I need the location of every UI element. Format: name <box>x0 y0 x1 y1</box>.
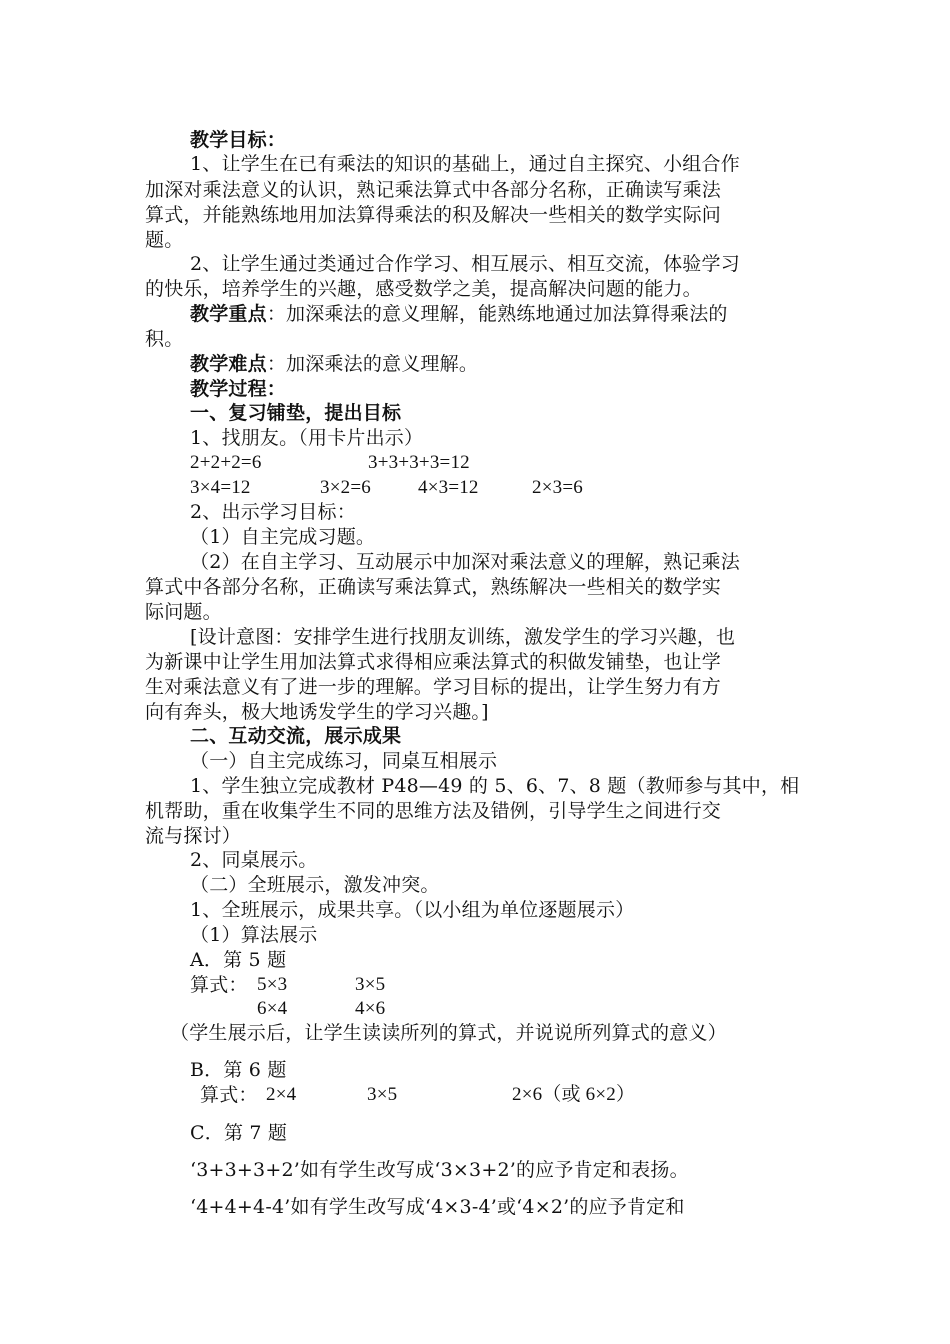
question-c-line-1: ‘3+3+3+2’如有学生改写成‘3×3+2’的应予肯定和表扬。 <box>190 1159 689 1181</box>
key-point-text: ：加深乘法的意义理解，能熟练地通过加法算得乘法的 <box>266 303 728 325</box>
expression: 2×6（或 6×2） <box>512 1084 636 1105</box>
class-show-line: 1、全班展示，成果共享。（以小组为单位逐题展示） <box>190 899 635 921</box>
expression: 2×3=6 <box>532 477 583 498</box>
expression: 3+3+3+3=12 <box>368 452 470 473</box>
key-point-line-2: 积。 <box>145 328 184 350</box>
step-2: 2、同桌展示。 <box>190 849 318 871</box>
objective-1-line-1: 1、让学生在已有乘法的知识的基础上，通过自主探究、小组合作 <box>190 153 740 175</box>
expression: 3×2=6 <box>320 477 371 498</box>
step-1-line-3: 流与探讨） <box>145 825 242 847</box>
expression: 3×5 <box>355 974 386 995</box>
objective-2-line-1: 2、让学生通过类通过合作学习、相互展示、相互交流，体验学习 <box>190 253 740 275</box>
design-intent-line-3: 生对乘法意义有了进一步的理解。学习目标的提出，让学生努力有方 <box>145 676 722 698</box>
expression: 5×3 <box>257 974 288 995</box>
goal-1: （1）自主完成习题。 <box>190 526 376 548</box>
question-b-label: 算式： <box>200 1084 258 1106</box>
subsection-1: （一）自主完成练习，同桌互相展示 <box>190 750 498 772</box>
expression: 2+2+2=6 <box>190 452 262 473</box>
design-intent-line-1: [设计意图：安排学生进行找朋友训练，激发学生的学习兴趣，也 <box>190 626 736 648</box>
question-b: B．第 6 题 <box>190 1059 287 1081</box>
subsection-2: （二）全班展示，激发冲突。 <box>190 874 440 896</box>
expression: 4×6 <box>355 998 386 1019</box>
section-1-heading: 一、复习铺垫，提出目标 <box>190 402 402 424</box>
question-a: A．第 5 题 <box>190 949 287 971</box>
key-point-label: 教学重点 <box>190 303 267 325</box>
goal-2-line-1: （2）在自主学习、互动展示中加深对乘法意义的理解，熟记乘法 <box>190 551 740 573</box>
question-a-label: 算式： <box>190 974 248 996</box>
objective-1-line-3: 算式，并能熟练地用加法算得乘法的积及解决一些相关的数学实际问 <box>145 204 722 226</box>
section-2-heading: 二、互动交流，展示成果 <box>190 725 402 747</box>
find-friends-line: 1、找朋友。（用卡片出示） <box>190 427 424 449</box>
key-point-line <box>190 302 728 326</box>
expression: 2×4 <box>266 1084 297 1105</box>
process-heading: 教学过程： <box>190 378 287 400</box>
design-intent-line-2: 为新课中让学生用加法算式求得相应乘法算式的积做发铺垫，也让学 <box>145 651 722 673</box>
difficulty-text: ：加深乘法的意义理解。 <box>266 353 479 375</box>
difficulty-line <box>190 352 478 376</box>
goal-2-line-2: 算式中各部分名称，正确读写乘法算式，熟练解决一些相关的数学实 <box>145 576 722 598</box>
expression: 4×3=12 <box>418 477 479 498</box>
expression: 6×4 <box>257 998 288 1019</box>
expression: 3×5 <box>367 1084 398 1105</box>
step-1-line-2: 机帮助，重在收集学生不同的思维方法及错例，引导学生之间进行交 <box>145 800 722 822</box>
goal-2-line-3: 际问题。 <box>145 601 222 623</box>
step-1-line-1: 1、学生独立完成教材 P48—49 的 5、6、7、8 题（教师参与其中，相 <box>190 775 800 797</box>
question-c-line-2: ‘4+4+4-4’如有学生改写成‘4×3-4’或‘4×2’的应予肯定和 <box>190 1196 685 1218</box>
objective-1-line-2: 加深对乘法意义的认识，熟记乘法算式中各部分名称，正确读写乘法 <box>145 179 722 201</box>
algorithm-show-line: （1）算法展示 <box>190 924 318 946</box>
question-a-note: （学生展示后，让学生读读所列的算式，并说说所列算式的意义） <box>170 1022 727 1044</box>
show-goals-line: 2、出示学习目标： <box>190 501 356 523</box>
difficulty-label: 教学难点 <box>190 353 267 375</box>
objective-2-line-2: 的快乐，培养学生的兴趣，感受数学之美，提高解决问题的能力。 <box>145 278 702 300</box>
objective-1-line-4: 题。 <box>145 229 184 251</box>
design-intent-line-4: 向有奔头，极大地诱发学生的学习兴趣。] <box>145 701 489 723</box>
question-c: C．第 7 题 <box>190 1122 288 1144</box>
objectives-heading: 教学目标： <box>190 129 287 151</box>
expression: 3×4=12 <box>190 477 251 498</box>
